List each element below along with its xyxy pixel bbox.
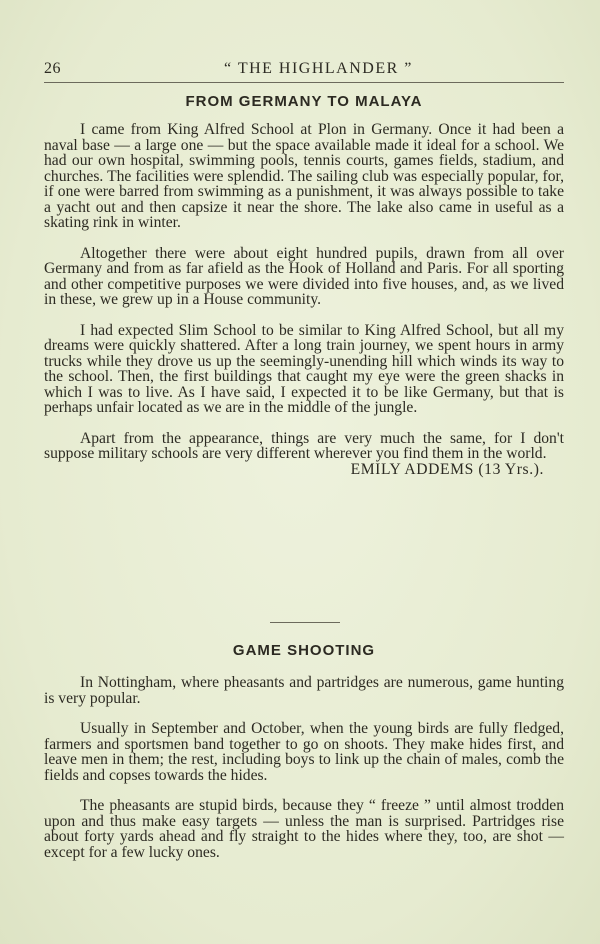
- article-title: FROM GERMANY TO MALAYA: [185, 93, 423, 110]
- article-from-germany-to-malaya: [44, 93, 564, 477]
- article-paragraph: I had expected Slim School to be similar to King Alfred School, but all my dreams were quickly shattered. After a long train journey, we spent hours in army trucks while they drove us up the seemingly-unending hill which winds its way to the school. Then, the first buildings that caught my eye were the green shacks in which I was to live. As I have said, I expected it to be like Germany, but that is perhaps unfair located as we are in the middle of the jungle.: [44, 321, 564, 416]
- article-title: GAME SHOOTING: [232, 642, 376, 659]
- article-paragraph: Apart from the appearance, things are very much the same, for I don't suppose military schools are very different wherever you find them in the world.: [44, 429, 564, 462]
- page-number: 26: [44, 60, 61, 77]
- author-signature: EMILY ADDEMS (13 Yrs.).: [350, 460, 544, 478]
- article-paragraph: Altogether there were about eight hundred pupils, drawn from all over Germany and from as far afield as the Hook of Holland and Paris. For all sporting and other competitive purposes we were divided into five houses, and, as we lived in these, we grew up in a House community.: [44, 244, 564, 308]
- article-paragraph: In Nottingham, where pheasants and partridges are numerous, game hunting is very popular.: [44, 674, 564, 707]
- article-divider: [270, 622, 340, 623]
- article-paragraph: I came from King Alfred School at Plon in Germany. Once it had been a naval base — a large one — but the space available made it ideal for a school. We had our own hospital, swimming pools, tennis courts, games fields, stadium, and churches. The facilities were splendid. The sailing club was especially popular, for, if one were barred from swimming as a punishment, it was always possible to take a yacht out and then capsize it near the shore. The lake also came in useful as a skating rink in winter.: [44, 121, 564, 231]
- article-paragraph: The pheasants are stupid birds, because they “ freeze ” until almost trodden upon and thus make easy targets — unless the man is surprised. Partridges rise about forty yards ahead and fly straight to the hides where they, too, are shot — except for a few lucky ones.: [44, 797, 564, 861]
- running-title: “ THE HIGHLANDER ”: [224, 60, 413, 77]
- article-paragraph: Usually in September and October, when the young birds are fully fledged, farmers and sportsmen band together to go on shoots. They make hides first, and leave men in them; the rest, including boys to link up the chain of males, comb the fields and copses towards the hides.: [44, 720, 564, 784]
- page-header: [44, 60, 564, 83]
- article-game-shooting: [44, 642, 564, 860]
